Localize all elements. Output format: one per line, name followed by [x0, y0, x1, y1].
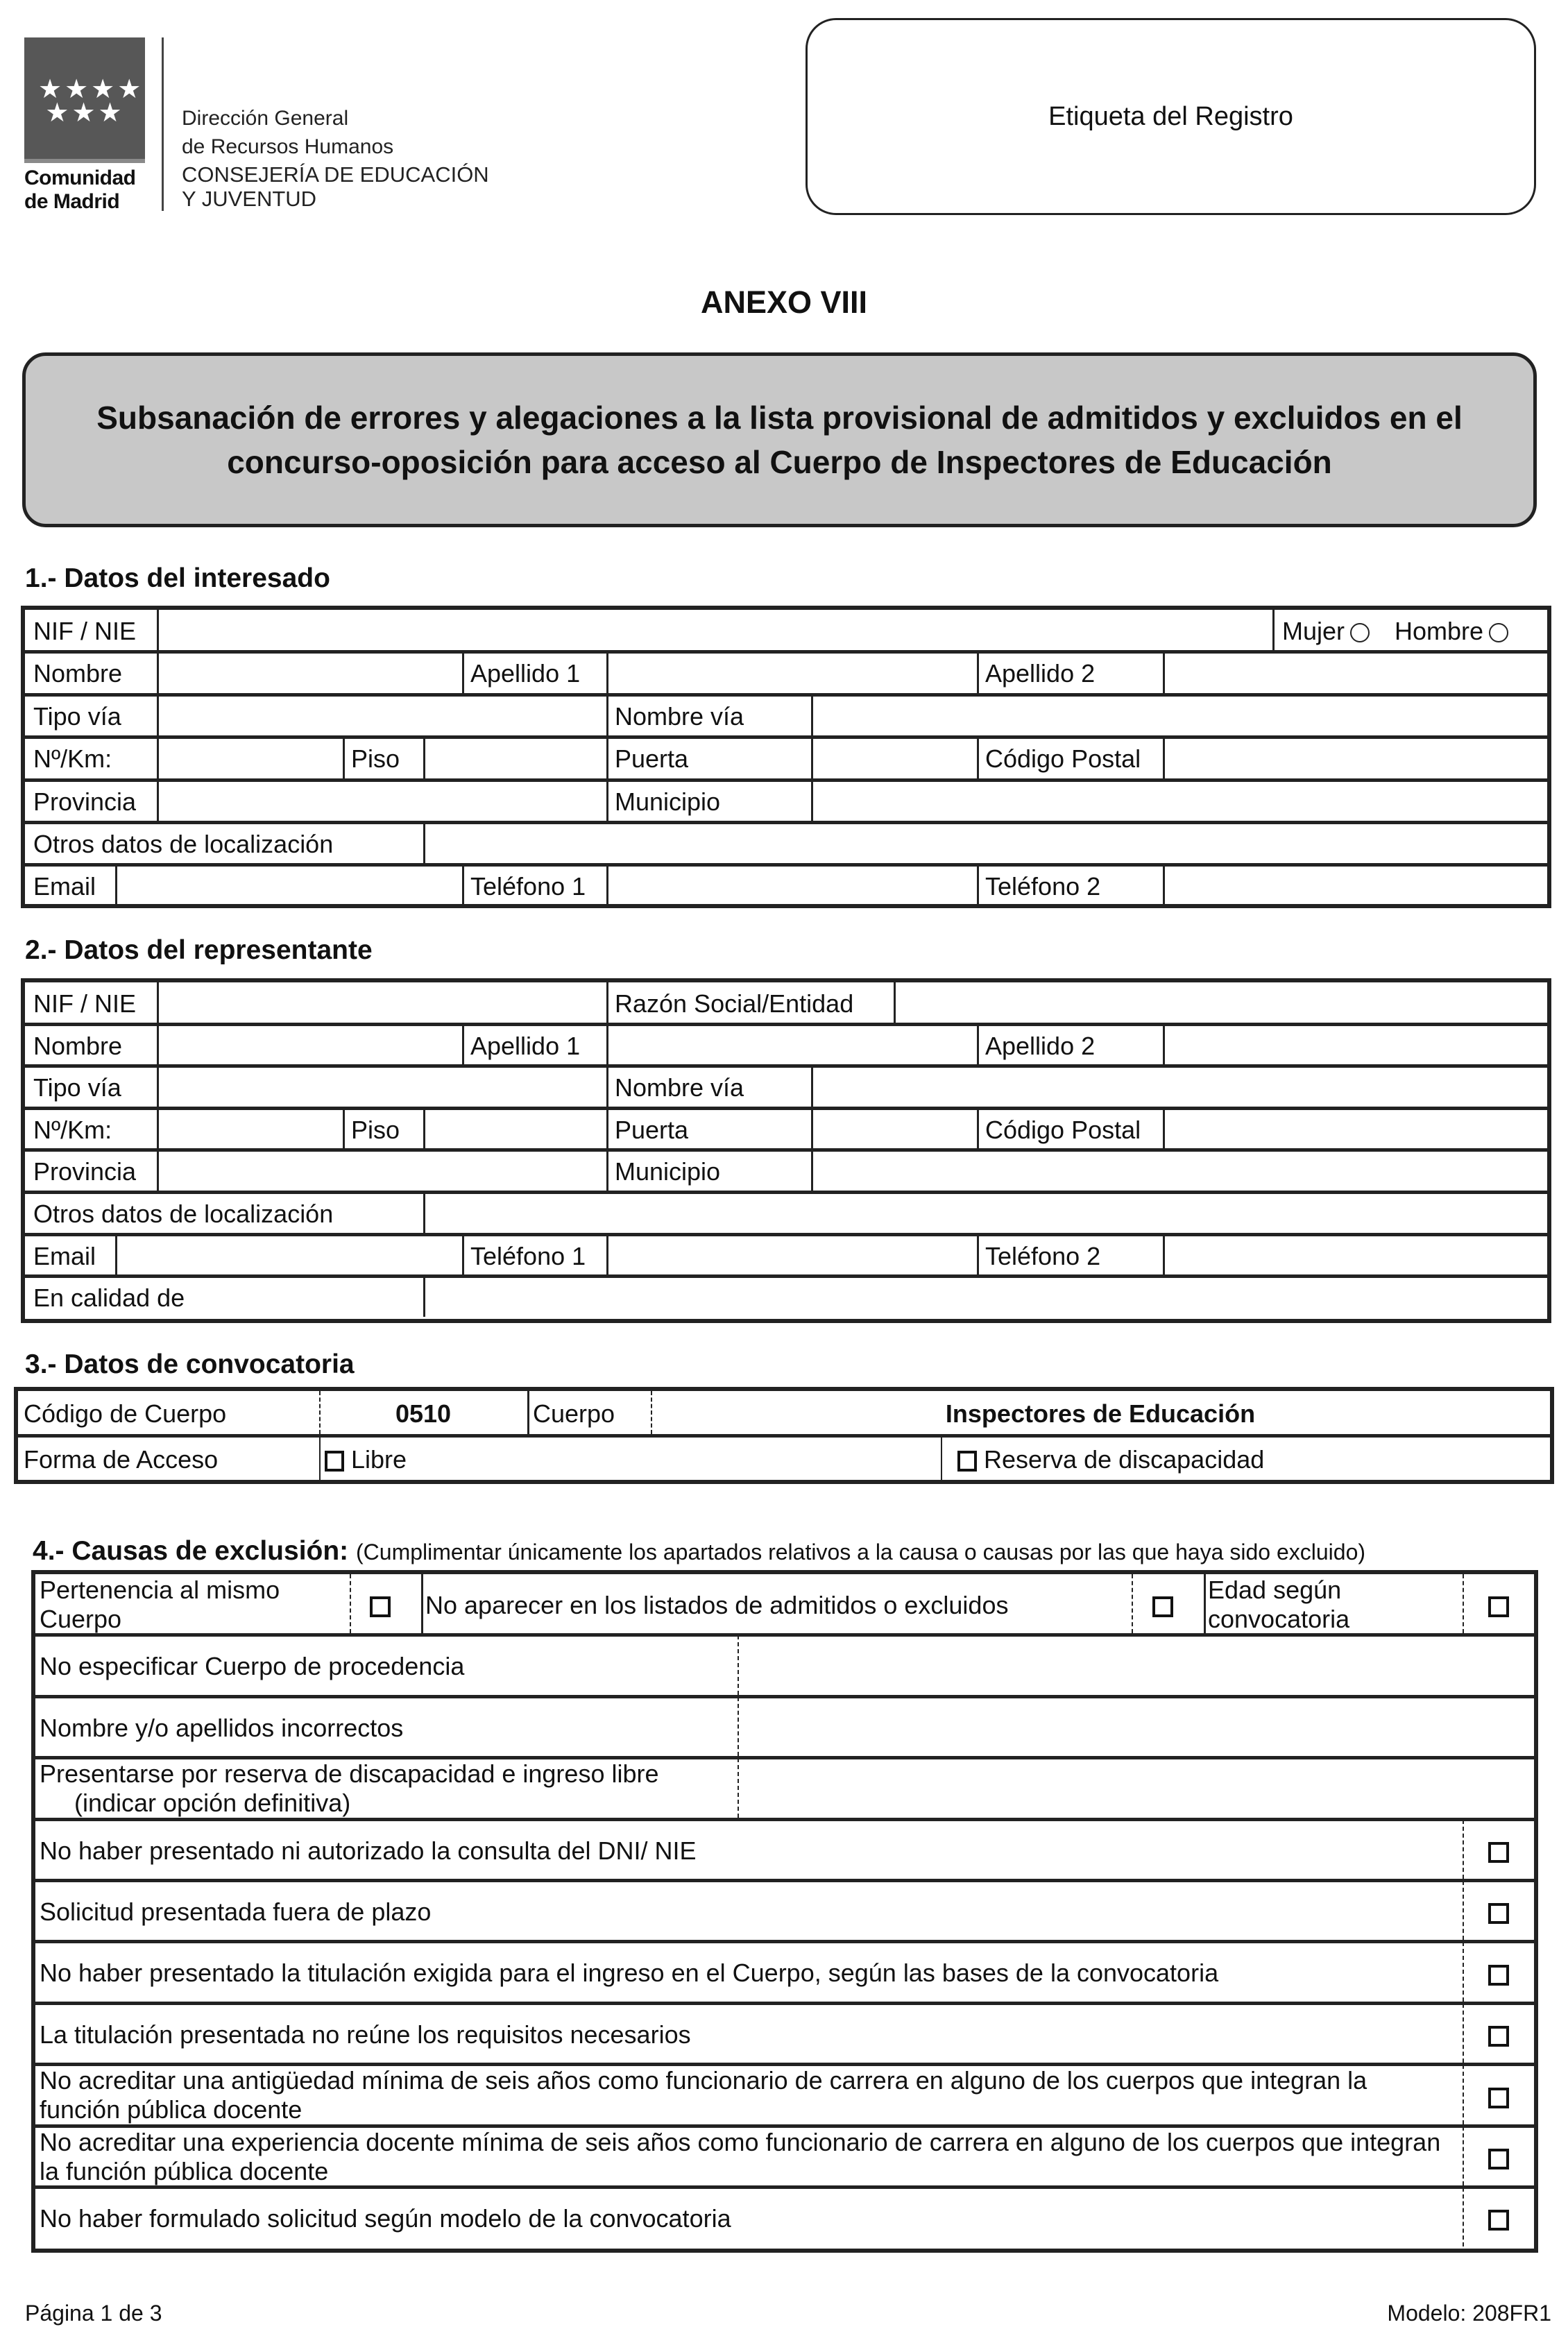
rep-telefono1-field[interactable] — [606, 1235, 977, 1275]
numero-field[interactable] — [157, 737, 343, 778]
cell-divider — [977, 652, 979, 692]
annex-title: ANEXO VIII — [700, 284, 868, 320]
puerta-field[interactable] — [811, 737, 977, 778]
rep-telefono2-label: Teléfono 2 — [985, 1241, 1101, 1270]
pertenencia-label: Pertenencia al mismo Cuerpo — [40, 1576, 280, 1633]
rep-tipo-via-label: Tipo vía — [33, 1073, 121, 1102]
rep-email-field[interactable] — [115, 1235, 462, 1275]
rep-otros-label: Otros datos de localización — [33, 1200, 334, 1228]
en-calidad-field[interactable] — [423, 1277, 1547, 1317]
rep-provincia-label: Provincia — [33, 1157, 137, 1186]
exclusion-cause-label: No acreditar una antigüedad mínima de seis años como funcionario de carrera en alguno de los cuerpos que integran la función pública docente — [40, 2066, 1367, 2124]
cell-divider — [606, 1109, 608, 1149]
municipio-field[interactable] — [811, 781, 1547, 821]
mujer-radio[interactable] — [1350, 623, 1370, 642]
otros-field[interactable] — [423, 823, 1547, 863]
tipo-via-label: Tipo vía — [33, 701, 121, 731]
cell-divider — [1272, 610, 1275, 650]
reserva-label: Reserva de discapacidad — [984, 1445, 1265, 1474]
cell-divider — [462, 1025, 464, 1065]
mujer-label: Mujer — [1282, 617, 1345, 645]
cell-divider — [1463, 1820, 1464, 1879]
cell-divider — [1463, 2188, 1464, 2246]
cell-divider — [421, 1574, 423, 1633]
rep-telefono2-field[interactable] — [1163, 1235, 1547, 1275]
exclusion-cause-field[interactable] — [739, 1635, 1534, 1694]
reserva-option[interactable] — [957, 1445, 1264, 1474]
section2-heading: 2.- Datos del representante — [25, 935, 373, 965]
rep-nombre-via-label: Nombre vía — [615, 1073, 744, 1102]
cell-divider — [1463, 1574, 1464, 1633]
puerta-label: Puerta — [615, 744, 689, 774]
cell-divider — [606, 695, 608, 735]
rep-apellido2-label: Apellido 2 — [985, 1031, 1096, 1060]
form-title-box — [22, 352, 1537, 527]
exclusion-cause-label: No acreditar una experiencia docente mínima de seis años como funcionario de carrera en alguno de los cuerpos que integran la función pública docente — [40, 2127, 1441, 2185]
logo-name: Comunidad de Madrid — [24, 167, 136, 213]
telefono2-field[interactable] — [1163, 865, 1547, 905]
cell-divider — [1463, 2126, 1464, 2185]
cell-divider — [343, 1109, 345, 1149]
provincia-label: Provincia — [33, 787, 137, 816]
numero-label: Nº/Km: — [33, 744, 112, 774]
pertenencia-checkbox[interactable] — [370, 1591, 391, 1620]
exclusion-cause-checkbox[interactable] — [1488, 2081, 1509, 2110]
rep-municipio-field[interactable] — [811, 1150, 1547, 1191]
nombre-via-label: Nombre vía — [615, 701, 744, 731]
rep-puerta-field[interactable] — [811, 1109, 977, 1149]
page-number: Página 1 de 3 — [25, 2301, 162, 2326]
no-aparecer-checkbox[interactable] — [1152, 1591, 1173, 1620]
edad-checkbox[interactable] — [1488, 1591, 1509, 1620]
hombre-label: Hombre — [1395, 617, 1484, 645]
exclusion-cause-checkbox[interactable] — [1488, 1898, 1509, 1927]
codigo-cuerpo-label: Código de Cuerpo — [24, 1399, 227, 1428]
rep-email-label: Email — [33, 1241, 96, 1270]
rep-apellido1-label: Apellido 1 — [470, 1031, 581, 1060]
exclusion-cause-label: No especificar Cuerpo de procedencia — [40, 1652, 465, 1681]
rep-piso-field[interactable] — [423, 1109, 606, 1149]
stars-icon: ★★★★ ★★★ — [38, 75, 144, 128]
cell-divider — [977, 1109, 979, 1149]
department-name: Dirección General de Recursos Humanos CONSEJERÍA DE EDUCACIÓN Y JUVENTUD — [182, 107, 489, 211]
exclusion-cause-checkbox[interactable] — [1488, 1959, 1509, 1988]
en-calidad-label: En calidad de — [33, 1284, 185, 1313]
sex-radio-group — [1282, 617, 1508, 646]
rep-puerta-label: Puerta — [615, 1115, 689, 1144]
piso-field[interactable] — [423, 737, 606, 778]
cell-divider — [606, 737, 608, 778]
telefono2-label: Teléfono 2 — [985, 872, 1101, 901]
logo-divider — [162, 37, 164, 211]
cell-divider — [977, 865, 979, 905]
rep-numero-label: Nº/Km: — [33, 1115, 112, 1144]
edad-label: Edad según convocatoria — [1208, 1576, 1350, 1633]
email-field[interactable] — [115, 865, 462, 905]
exclusion-cause-field[interactable] — [739, 1697, 1534, 1756]
libre-label: Libre — [351, 1445, 407, 1474]
cell-divider — [1463, 2004, 1464, 2063]
rep-codigo-postal-label: Código Postal — [985, 1115, 1141, 1144]
codigo-cuerpo-value[interactable]: 0510 — [395, 1399, 452, 1428]
cell-divider — [977, 1025, 979, 1065]
municipio-label: Municipio — [615, 787, 721, 816]
rep-numero-field[interactable] — [157, 1109, 343, 1149]
exclusion-cause-checkbox[interactable] — [1488, 2204, 1509, 2233]
cell-divider — [1463, 1942, 1464, 2001]
hombre-radio[interactable] — [1489, 623, 1508, 642]
codigo-postal-field[interactable] — [1163, 737, 1547, 778]
section1-heading: 1.- Datos del interesado — [25, 563, 330, 593]
tipo-via-field[interactable] — [157, 695, 606, 735]
interesado-grid — [21, 606, 1551, 908]
rep-provincia-field[interactable] — [157, 1150, 606, 1191]
rep-apellido1-field[interactable] — [606, 1025, 977, 1065]
cell-divider — [606, 781, 608, 821]
forma-acceso-label: Forma de Acceso — [24, 1445, 219, 1474]
libre-checkbox[interactable] — [325, 1451, 344, 1472]
rep-nombre-label: Nombre — [33, 1031, 123, 1060]
section4-heading — [33, 1536, 1365, 1567]
nif-field[interactable] — [157, 610, 1272, 650]
rep-tipo-via-field[interactable] — [157, 1066, 606, 1107]
registro-label: Etiqueta del Registro — [1048, 101, 1293, 131]
exclusion-cause-checkbox[interactable] — [1488, 1836, 1509, 1866]
rep-nombre-field[interactable] — [157, 1025, 462, 1065]
section4-title: 4.- Causas de exclusión: — [33, 1536, 349, 1566]
cell-divider — [606, 982, 608, 1023]
apellido1-label: Apellido 1 — [470, 659, 581, 688]
telefono1-label: Teléfono 1 — [470, 872, 586, 901]
rep-piso-label: Piso — [351, 1115, 400, 1144]
rep-municipio-label: Municipio — [615, 1157, 721, 1186]
rep-nif-label: NIF / NIE — [33, 989, 137, 1018]
codigo-postal-label: Código Postal — [985, 744, 1141, 774]
cell-divider — [977, 1235, 979, 1275]
apellido2-field[interactable] — [1163, 652, 1547, 692]
nif-label: NIF / NIE — [33, 617, 137, 645]
convocatoria-table — [14, 1387, 1554, 1484]
cell-divider — [1463, 1881, 1464, 1940]
apellido2-label: Apellido 2 — [985, 659, 1096, 688]
telefono1-field[interactable] — [606, 865, 977, 905]
otros-label: Otros datos de localización — [33, 830, 334, 858]
exclusion-cause-label: No haber presentado ni autorizado la consulta del DNI/ NIE — [40, 1836, 697, 1865]
cell-divider — [462, 652, 464, 692]
nombre-label: Nombre — [33, 659, 123, 688]
exclusion-cause-label: La titulación presentada no reúne los requisitos necesarios — [40, 2020, 691, 2049]
cell-divider — [350, 1574, 351, 1633]
cell-divider — [1463, 2065, 1464, 2124]
section4-note: (Cumplimentar únicamente los apartados relativos a la causa o causas por las que haya sido excluido) — [356, 1540, 1366, 1564]
cuerpo-value[interactable]: Inspectores de Educación — [945, 1399, 1256, 1428]
rep-telefono1-label: Teléfono 1 — [470, 1241, 586, 1270]
nombre-via-field[interactable] — [811, 695, 1547, 735]
apellido1-field[interactable] — [606, 652, 974, 692]
row-divider — [35, 2002, 1534, 2005]
provincia-field[interactable] — [157, 781, 606, 821]
cell-divider — [1132, 1574, 1133, 1633]
exclusion-cause-label: Presentarse por reserva de discapacidad e ingreso libre (indicar opción definitiva) — [40, 1759, 659, 1818]
registro-label-box — [806, 18, 1536, 215]
row-divider — [35, 1818, 1534, 1821]
exclusion-cause-checkbox[interactable] — [1488, 2020, 1509, 2049]
exclusion-cause-label: No haber formulado solicitud según modelo de la convocatoria — [40, 2204, 731, 2233]
row-divider — [35, 2185, 1534, 2189]
rep-otros-field[interactable] — [423, 1193, 1547, 1233]
logo-underline — [24, 159, 145, 163]
cell-divider — [462, 1235, 464, 1275]
exclusion-cause-field[interactable] — [739, 1758, 1534, 1817]
section3-heading: 3.- Datos de convocatoria — [25, 1349, 355, 1379]
cuerpo-label: Cuerpo — [533, 1399, 615, 1428]
razon-social-label: Razón Social/Entidad — [615, 989, 854, 1018]
no-aparecer-label: No aparecer en los listados de admitidos o excluidos — [425, 1591, 1009, 1619]
cell-divider — [606, 1066, 608, 1107]
libre-option[interactable] — [325, 1445, 407, 1474]
rep-nif-field[interactable] — [157, 982, 606, 1023]
exclusion-cause-label: No haber presentado la titulación exigida para el ingreso en el Cuerpo, según las bases de la convocatoria — [40, 1959, 1219, 1988]
row-divider — [35, 1940, 1534, 1943]
rep-codigo-postal-field[interactable] — [1163, 1109, 1547, 1149]
exclusion-cause-label: Nombre y/o apellidos incorrectos — [40, 1713, 404, 1742]
cell-divider — [462, 865, 464, 905]
cell-divider — [1204, 1574, 1206, 1633]
model-code: Modelo: 208FR1 — [1387, 2301, 1551, 2326]
rep-apellido2-field[interactable] — [1163, 1025, 1547, 1065]
row-divider — [35, 1879, 1534, 1882]
representante-grid — [21, 978, 1551, 1323]
cell-divider — [977, 737, 979, 778]
cell-divider — [343, 737, 345, 778]
exclusion-cause-label: Solicitud presentada fuera de plazo — [40, 1898, 432, 1926]
rep-nombre-via-field[interactable] — [811, 1066, 1547, 1107]
reserva-checkbox[interactable] — [957, 1451, 977, 1472]
exclusion-cause-checkbox[interactable] — [1488, 2143, 1509, 2172]
razon-social-field[interactable] — [894, 982, 1547, 1023]
causas-table — [31, 1570, 1538, 2253]
form-title: Subsanación de errores y alegaciones a la lista provisional de admitidos y excluidos en el concurso-oposición para acceso al Cuerpo de Inspectores de Educación — [96, 400, 1463, 480]
email-label: Email — [33, 872, 96, 901]
cell-divider — [606, 1150, 608, 1191]
piso-label: Piso — [351, 744, 400, 774]
